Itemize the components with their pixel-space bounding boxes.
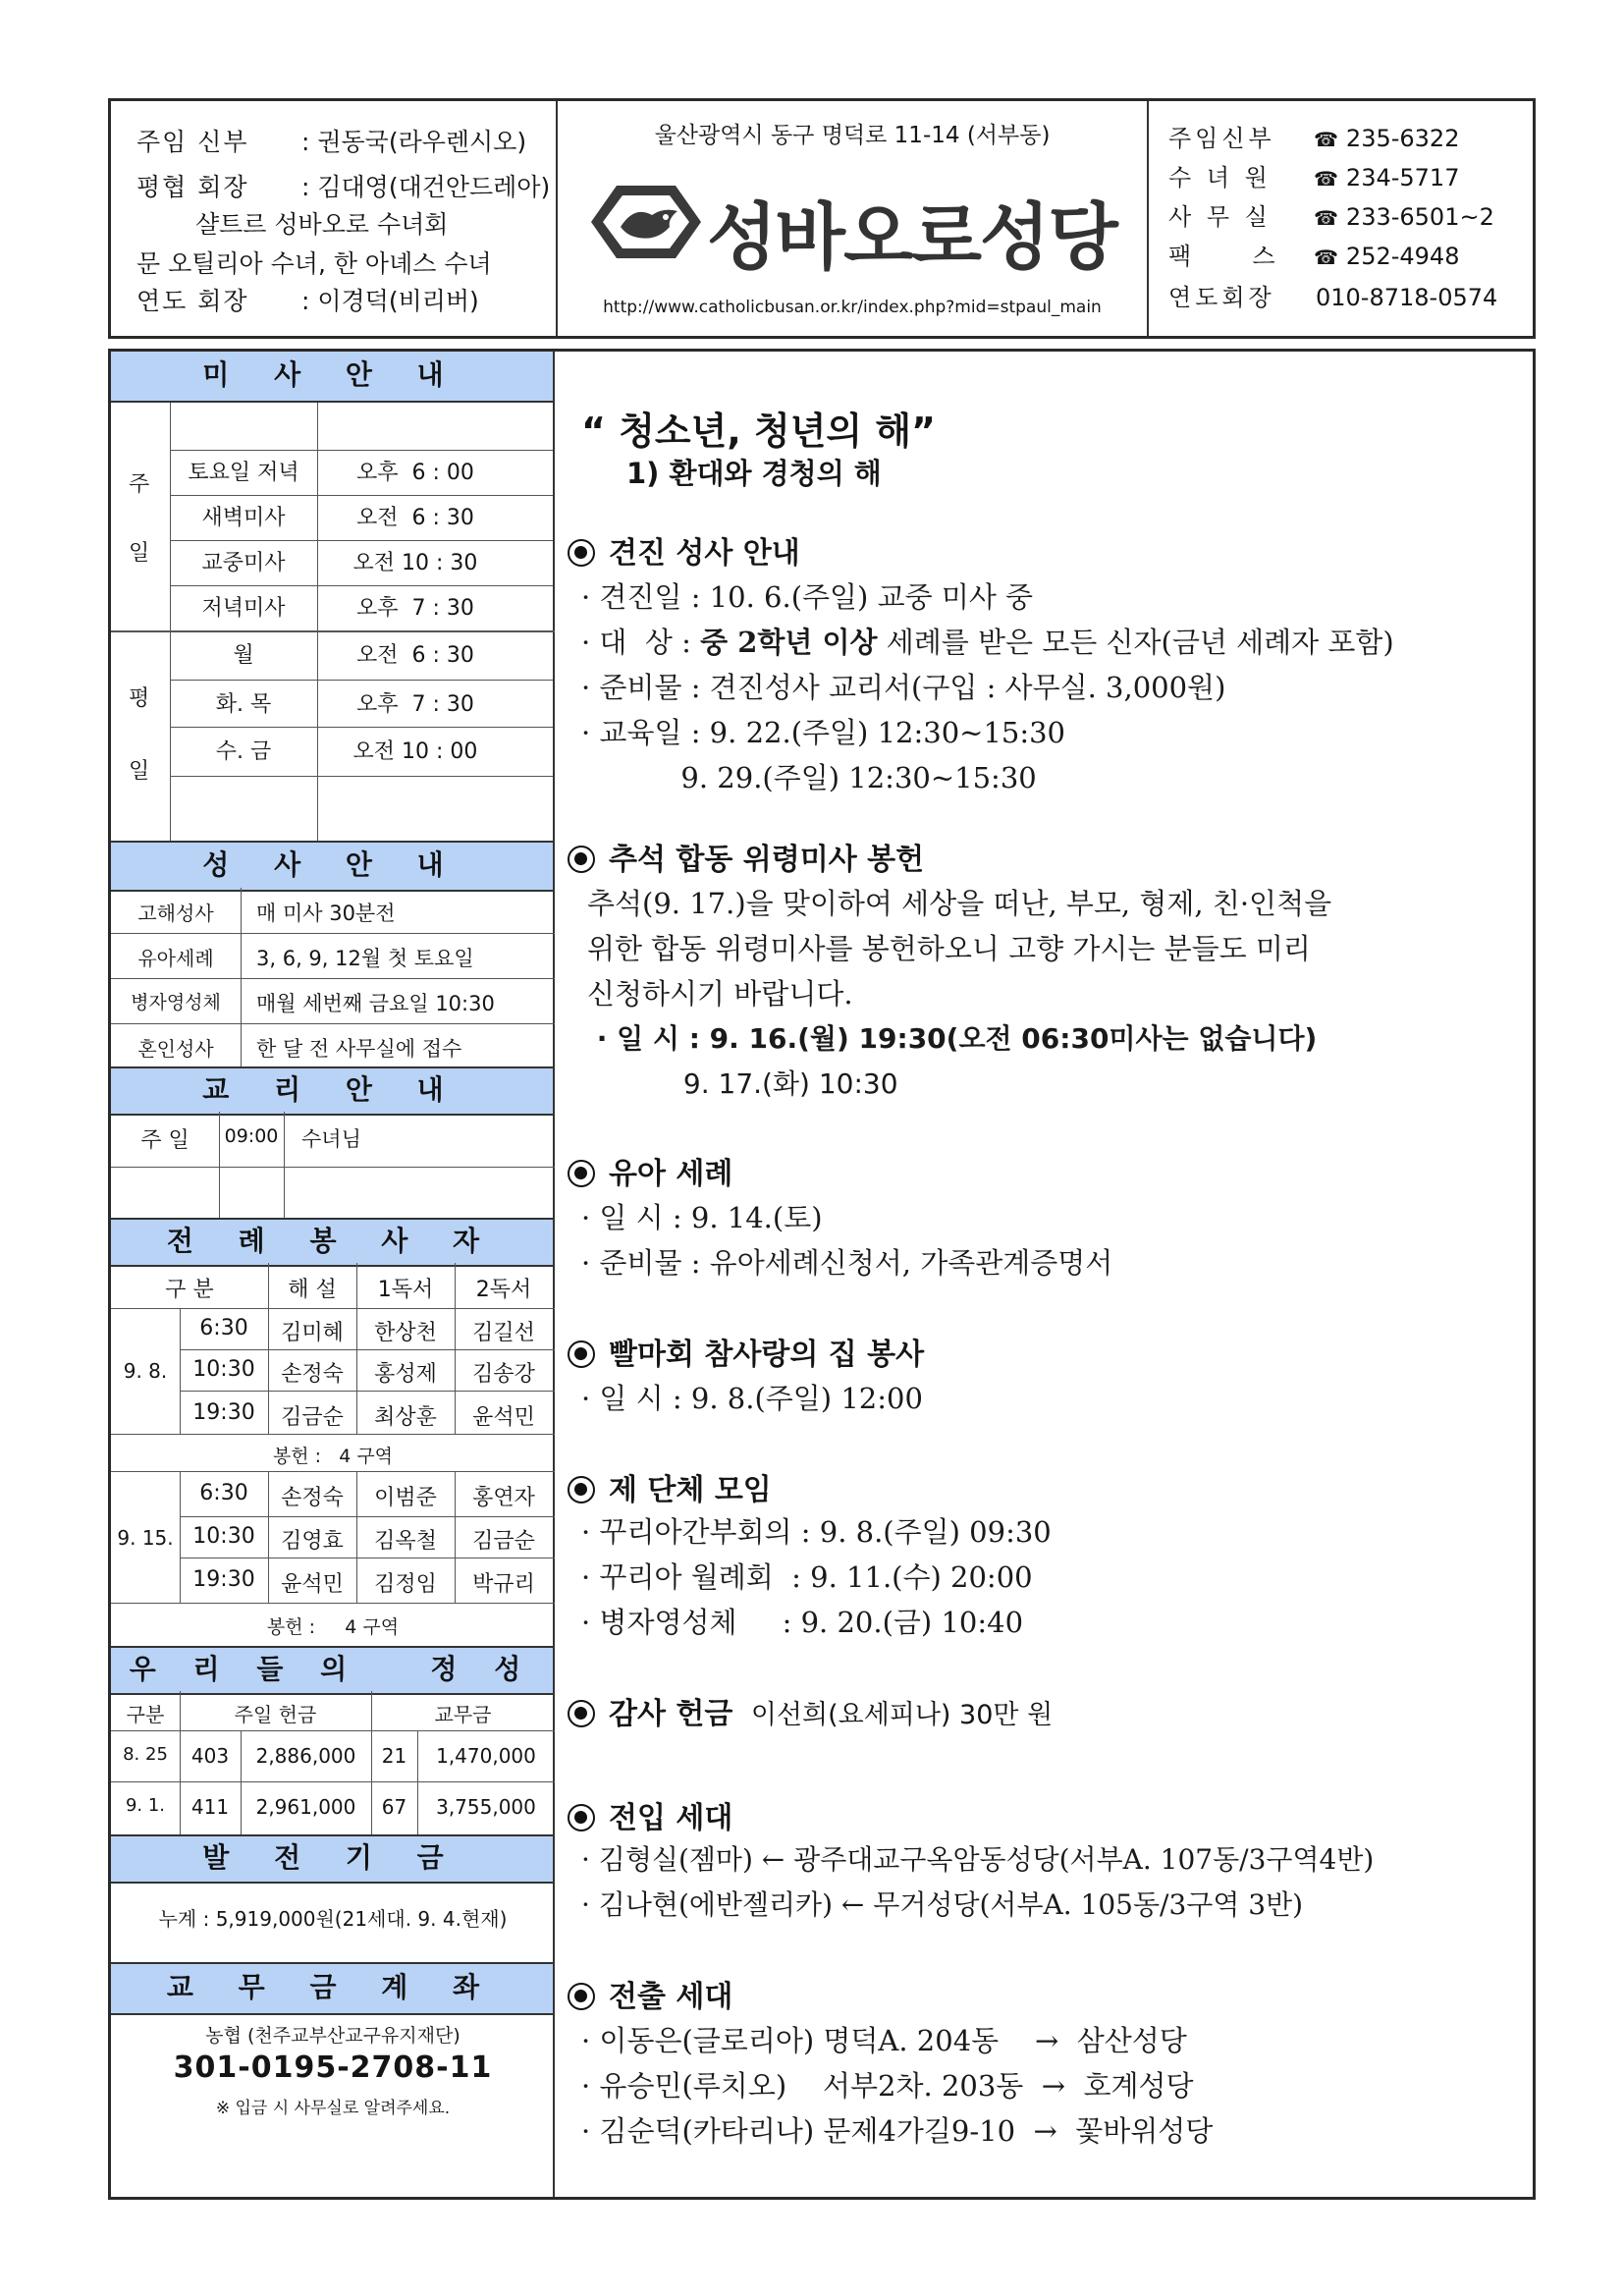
- section-line: 위한 합동 위령미사를 봉헌하오니 고향 가시는 분들도 미리: [587, 932, 1311, 965]
- section-line: · 교육일 : 9. 22.(주일) 12:30~15:30: [581, 716, 1066, 749]
- account-note: ※ 입금 시 사무실로 알려주세요.: [215, 2099, 451, 2118]
- church-name: 성바오로성당: [707, 195, 1116, 280]
- fund-total: 누계 : 5,919,000원(21세대. 9. 4.현재): [158, 1907, 508, 1931]
- ministers-header: 1독서: [377, 1278, 434, 1302]
- sunday-label: 일: [129, 541, 150, 566]
- section-line: · 일 시 : 9. 16.(월) 19:30(오전 06:30미사는 없습니다): [587, 1022, 1318, 1055]
- sunday-label: 주: [129, 472, 150, 497]
- section-line: 추석(9. 17.)을 맞이하여 세상을 떠난, 부모, 형제, 친·인척을: [587, 887, 1332, 920]
- bullet-icon: [568, 539, 595, 567]
- sacrament-value: 매 미사 30분전: [256, 902, 396, 925]
- ministers-reader2: 김송강: [472, 1362, 535, 1387]
- section-line: · 김형실(젬마) ← 광주대교구옥암동성당(서부A. 107동/3구역4반): [581, 1843, 1375, 1876]
- ministers-reader1: 김옥철: [374, 1529, 437, 1554]
- ministers-offering: 봉헌 : 4 구역: [272, 1446, 394, 1467]
- header-church: [558, 101, 1147, 336]
- section-line: · 꾸리아간부회의 : 9. 8.(주일) 09:30: [581, 1515, 1052, 1549]
- church-url[interactable]: http://www.catholicbusan.or.kr/index.php?mid=stpaul_main: [603, 298, 1102, 317]
- ministers-reader1: 홍성제: [374, 1362, 437, 1387]
- offerings-header: 주일 헌금: [234, 1703, 317, 1726]
- ministers-header: 해 설: [288, 1278, 337, 1302]
- ministers-reader1: 한상천: [374, 1321, 437, 1345]
- sacrament-value: 한 달 전 사무실에 접수: [256, 1037, 462, 1061]
- weekday-label: 평: [129, 686, 150, 711]
- mass-time: 오전 6 : 30: [356, 506, 474, 530]
- phone-icon: ☎: [1314, 167, 1338, 191]
- section-line: · 이동은(글로리아) 명덕A. 204동 → 삼산성당: [581, 2024, 1187, 2057]
- section-line: 9. 29.(주일) 12:30~15:30: [581, 761, 1037, 794]
- catechism-day: 주 일: [140, 1128, 189, 1153]
- ministers-time: 6:30: [199, 1481, 248, 1505]
- mass-name: 수. 금: [215, 739, 272, 764]
- ministers-commentator: 손정숙: [281, 1362, 344, 1387]
- church-address: 울산광역시 동구 명덕로 11-14 (서부동): [654, 123, 1051, 148]
- section-inline: 이선희(요세피나) 30만 원: [750, 1700, 1054, 1730]
- offerings-header: 구분: [126, 1703, 165, 1726]
- section-line: · 일 시 : 9. 8.(주일) 12:00: [581, 1382, 923, 1415]
- ministers-offering: 봉헌 : 4 구역: [266, 1616, 400, 1638]
- mass-time: 오전 10 : 00: [352, 739, 478, 764]
- offerings-amount: 2,886,000: [255, 1744, 356, 1768]
- mass-time: 오후 7 : 30: [356, 692, 474, 717]
- ministers-time: 19:30: [192, 1567, 255, 1592]
- main-title: “ 청소년, 청년의 해”: [581, 410, 937, 453]
- offerings-date: 8. 25: [123, 1744, 168, 1765]
- sidebar: [111, 352, 555, 2197]
- contact-row: 수 녀 원 ☎ 234-5717: [1168, 164, 1460, 191]
- ministers-commentator: 김영효: [281, 1529, 344, 1554]
- ministers-commentator: 윤석민: [281, 1572, 344, 1597]
- account-bank: 농협 (천주교부산교구유지재단): [205, 2025, 460, 2047]
- mass-name: 교중미사: [201, 551, 286, 575]
- section-line: · 준비물 : 유아세례신청서, 가족관계증명서: [581, 1246, 1113, 1280]
- section-heading: 유아 세례: [568, 1149, 732, 1192]
- staff-sisters: 문 오틸리아 수녀, 한 아녜스 수녀: [136, 249, 492, 278]
- ministers-reader2: 김길선: [472, 1321, 535, 1345]
- header-contacts: [1147, 101, 1533, 336]
- weekday-label: 일: [129, 759, 150, 784]
- offerings-amount: 2,961,000: [255, 1795, 356, 1819]
- ministers-date: 9. 15.: [117, 1526, 174, 1550]
- section-heading: 빨마회 참사랑의 집 봉사: [568, 1330, 924, 1373]
- section-line: · 꾸리아 월례회 : 9. 11.(수) 20:00: [581, 1560, 1033, 1594]
- church-logo: [587, 178, 705, 266]
- section-heading: 전출 세대: [568, 1972, 732, 2015]
- offerings-count: 67: [381, 1795, 407, 1819]
- ministers-commentator: 손정숙: [281, 1486, 344, 1510]
- main-content: [558, 352, 1530, 2197]
- sacrament-name: 혼인성사: [137, 1037, 214, 1061]
- mass-name: 새벽미사: [201, 506, 286, 530]
- catechism-time: 09:00: [224, 1125, 279, 1147]
- bullet-icon: [568, 1476, 595, 1503]
- contact-row: 연도회장 010-8718-0574: [1168, 284, 1498, 311]
- section-heading: 감사 헌금 이선희(요세피나) 30만 원: [568, 1689, 1053, 1732]
- offerings-count: 21: [381, 1744, 407, 1768]
- sacraments-title: 성 사 안 내: [111, 841, 553, 892]
- mass-name: 토요일 저녁: [188, 461, 299, 485]
- staff-pastor: 주임 신부 : 권동국(라우렌시오): [136, 128, 527, 156]
- phone-icon: ☎: [1314, 246, 1338, 269]
- section-line: · 병자영성체 : 9. 20.(금) 10:40: [581, 1606, 1024, 1639]
- sacrament-value: 3, 6, 9, 12월 첫 토요일: [256, 947, 474, 970]
- offerings-date: 9. 1.: [125, 1795, 166, 1816]
- sacrament-name: 고해성사: [137, 902, 214, 925]
- section-line: · 견진일 : 10. 6.(주일) 교중 미사 중: [581, 580, 1034, 614]
- sacrament-value: 매월 세번째 금요일 10:30: [256, 992, 495, 1015]
- catechism-title: 교 리 안 내: [111, 1066, 553, 1116]
- staff-order: 샬트르 성바오로 수녀회: [195, 210, 449, 239]
- bullet-icon: [568, 1983, 595, 2010]
- section-line: · 유승민(루치오) 서부2차. 203동 → 호계성당: [581, 2069, 1194, 2103]
- header-staff: [111, 101, 558, 336]
- bullet-icon: [568, 1804, 595, 1831]
- catechism-teacher: 수녀님: [301, 1127, 361, 1151]
- section-line: · 준비물 : 견진성사 교리서(구입 : 사무실. 3,000원): [581, 671, 1226, 704]
- section-line: · 대 상 : 중 2학년 이상 세례를 받은 모든 신자(금년 세례자 포함): [581, 626, 1394, 659]
- contact-row: 주임신부 ☎ 235-6322: [1168, 125, 1460, 152]
- ministers-reader1: 김정임: [374, 1572, 437, 1597]
- offerings-count: 411: [190, 1795, 230, 1819]
- contact-row: 사 무 실 ☎ 233-6501~2: [1168, 203, 1494, 231]
- bullet-icon: [568, 1160, 595, 1187]
- phone-icon: ☎: [1314, 128, 1338, 151]
- mass-time: 오전 6 : 30: [356, 643, 474, 668]
- contact-row: 팩 스 ☎ 252-4948: [1168, 243, 1460, 270]
- offerings-amount: 1,470,000: [436, 1744, 536, 1768]
- section-heading: 추석 합동 위령미사 봉헌: [568, 835, 924, 878]
- section-heading: 전입 세대: [568, 1793, 732, 1836]
- ministers-reader2: 박규리: [472, 1572, 535, 1597]
- ministers-header: 구 분: [165, 1278, 214, 1302]
- ministers-time: 19:30: [192, 1400, 255, 1425]
- ministers-time: 10:30: [192, 1524, 255, 1549]
- mass-name: 저녁미사: [201, 596, 286, 621]
- section-line: · 일 시 : 9. 14.(토): [581, 1201, 823, 1234]
- account-title: 교 무 금 계 좌: [111, 1962, 553, 2015]
- section-heading: 제 단체 모임: [568, 1465, 772, 1508]
- ministers-commentator: 김미혜: [281, 1321, 344, 1345]
- mass-title: 미 사 안 내: [111, 352, 553, 403]
- staff-prayer-leader: 연도 회장 : 이경덕(비리버): [136, 287, 479, 315]
- phone-icon: ☎: [1314, 206, 1338, 230]
- sacrament-name: 병자영성체: [131, 992, 221, 1013]
- mass-time: 오전 10 : 30: [352, 551, 478, 575]
- offerings-count: 403: [190, 1744, 230, 1768]
- ministers-date: 9. 8.: [123, 1359, 168, 1383]
- ministers-reader1: 최상훈: [374, 1405, 437, 1430]
- section-line: 9. 17.(화) 10:30: [587, 1067, 898, 1100]
- section-line: · 김나현(에반젤리카) ← 무거성당(서부A. 105동/3구역 3반): [581, 1888, 1304, 1921]
- bullet-icon: [568, 846, 595, 873]
- section-line: · 김순덕(카타리나) 문제4가길9-10 → 꽃바위성당: [581, 2114, 1214, 2148]
- fund-title: 발 전 기 금: [111, 1834, 553, 1884]
- ministers-header: 2독서: [475, 1278, 532, 1302]
- ministers-time: 6:30: [199, 1316, 248, 1340]
- ministers-title: 전 례 봉 사 자: [111, 1218, 553, 1267]
- mass-name: 화. 목: [215, 692, 272, 717]
- mass-time: 오후 6 : 00: [356, 461, 474, 485]
- ministers-reader2: 김금순: [472, 1529, 535, 1554]
- bullet-icon: [568, 1700, 595, 1727]
- offerings-title: 우 리 들 의 정 성: [111, 1646, 553, 1695]
- mass-name: 월: [233, 643, 254, 668]
- section-heading: 견진 성사 안내: [568, 528, 800, 572]
- ministers-commentator: 김금순: [281, 1405, 344, 1430]
- offerings-header: 교무금: [434, 1703, 492, 1726]
- bullet-icon: [568, 1340, 595, 1368]
- section-line: 신청하시기 바랍니다.: [587, 977, 853, 1011]
- staff-council: 평협 회장 : 김대영(대건안드레아): [136, 173, 551, 201]
- ministers-reader2: 홍연자: [472, 1486, 535, 1510]
- account-number[interactable]: 301-0195-2708-11: [173, 2050, 493, 2085]
- ministers-reader1: 이범준: [374, 1486, 437, 1510]
- ministers-time: 10:30: [192, 1357, 255, 1382]
- dove-emblem-icon: [587, 178, 705, 266]
- mass-time: 오후 7 : 30: [356, 596, 474, 621]
- sacrament-name: 유아세례: [137, 947, 214, 970]
- offerings-amount: 3,755,000: [436, 1795, 536, 1819]
- ministers-reader2: 윤석민: [472, 1405, 535, 1430]
- header-box: [108, 98, 1536, 339]
- main-subtitle: 1) 환대와 경청의 해: [626, 457, 882, 490]
